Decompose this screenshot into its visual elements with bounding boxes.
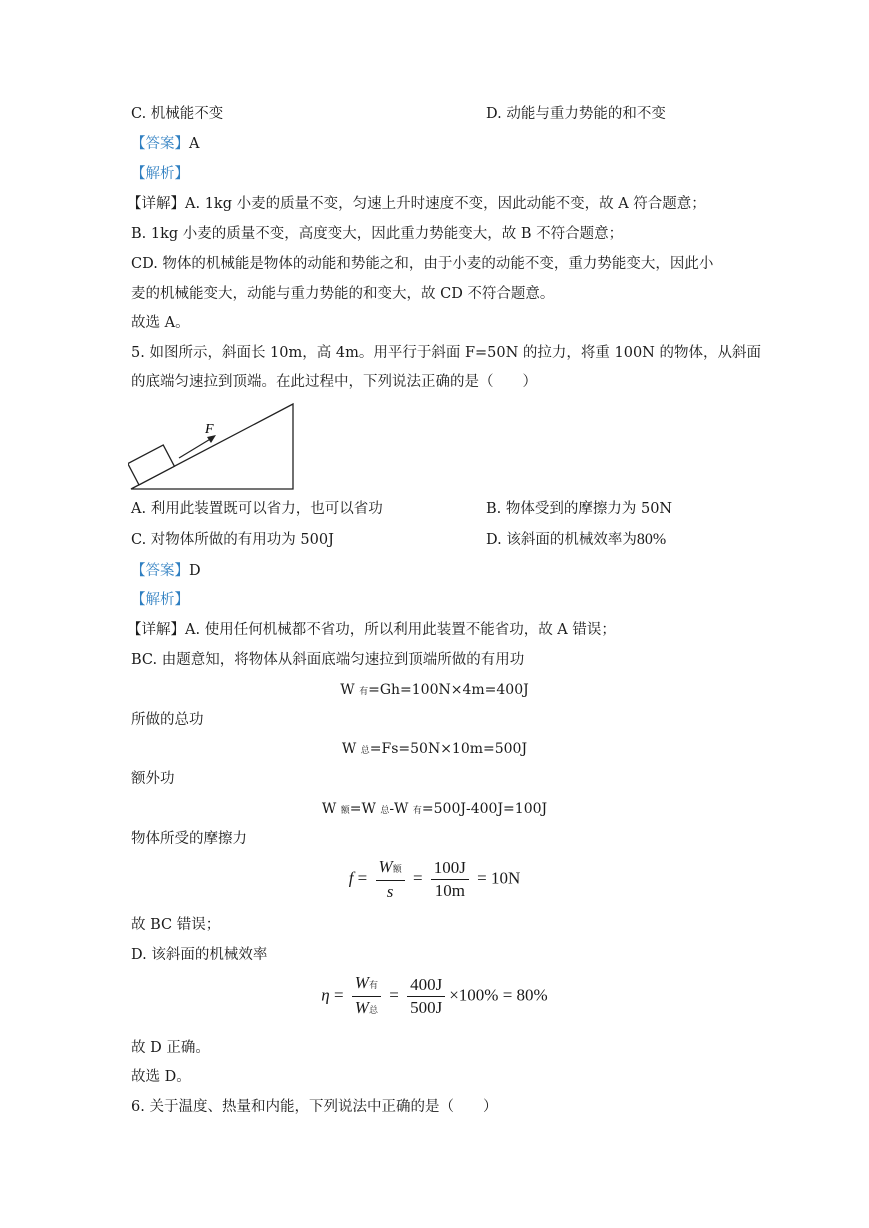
eq-sub: 有 <box>359 687 369 697</box>
detail-tag: 【详解】 <box>127 622 185 638</box>
q5-detail-bc: BC. 由题意知，将物体从斜面底端匀速拉到顶端所做的有用功 <box>131 652 525 668</box>
eq-equals: = <box>389 985 399 1005</box>
eq-w: W <box>341 741 357 757</box>
q4-detail-cd-2: 麦的机械能变大，动能与重力势能的和变大，故 CD 不符合题意。 <box>131 286 555 302</box>
eq-eq: =W <box>349 801 376 817</box>
q4-analysis-tag: 【解析】 <box>131 166 189 182</box>
eq-rest: =500J-400J=100J <box>421 801 548 817</box>
equation-useful-work <box>0 680 869 702</box>
eq-equals: = <box>477 868 487 888</box>
q5-option-c: C. 对物体所做的有用功为 500J <box>131 532 334 548</box>
option-d-text: D. 该斜面的机械效率为 <box>486 532 637 548</box>
q4-detail-cd-1: CD. 物体的机械能是物体的动能和势能之和，由于小麦的动能不变，重力势能变大，因此小 <box>131 256 714 272</box>
fraction-w-over-s <box>376 857 405 902</box>
q5-option-b: B. 物体受到的摩擦力为 50N <box>486 501 673 517</box>
block <box>128 445 174 485</box>
eq-w1: W <box>321 801 337 817</box>
fraction-values <box>407 975 445 1018</box>
equation-extra-work <box>0 799 869 821</box>
q4-option-d: D. 动能与重力势能的和不变 <box>486 106 666 122</box>
q4-conclusion: 故选 A。 <box>131 315 190 331</box>
incline-figure <box>128 400 298 495</box>
eq-equals: = <box>333 985 344 1005</box>
eq-result: 80% <box>516 985 548 1005</box>
eq-minus: -W <box>389 801 409 817</box>
bc-wrong: 故 BC 错误； <box>131 917 221 933</box>
eq-equals: = <box>502 985 513 1005</box>
q4-detail-a <box>127 194 706 214</box>
q5-answer <box>131 561 201 581</box>
eq-w: W <box>340 682 355 698</box>
eq-lhs: η <box>321 985 330 1005</box>
fraction-denominator: 10m <box>434 881 465 900</box>
eq-sub2: 总 <box>380 806 390 816</box>
q4-option-c: C. 机械能不变 <box>131 106 224 122</box>
den-w: W <box>354 998 369 1017</box>
fraction-numerator <box>376 857 405 881</box>
fraction-numerator: 400J <box>407 975 445 997</box>
answer-value: A <box>189 136 200 152</box>
detail-tag: 【详解】 <box>127 196 185 212</box>
num-sub: 额 <box>392 864 402 874</box>
q4-detail-b: B. 1kg 小麦的质量不变，高度变大，因此重力势能变大，故 B 不符合题意； <box>131 226 624 242</box>
fraction-denominator: 500J <box>410 998 443 1017</box>
extra-work-label: 额外功 <box>131 771 175 787</box>
total-work-label: 所做的总功 <box>131 712 204 728</box>
friction-label: 物体所受的摩擦力 <box>131 831 247 847</box>
fraction-numerator: 100J <box>431 858 469 880</box>
eq-equals: = <box>357 868 368 888</box>
eq-sub1: 额 <box>340 806 350 816</box>
q5-detail-d: D. 该斜面的机械效率 <box>131 947 268 963</box>
fraction-w-useful-over-w-total <box>352 973 381 1020</box>
num-sub: 有 <box>368 980 378 990</box>
d-correct: 故 D 正确。 <box>131 1040 210 1056</box>
q6-stem: 6. 关于温度、热量和内能，下列说法中正确的是（ ） <box>131 1099 498 1115</box>
q5-detail-a <box>127 620 616 640</box>
num-w: W <box>378 857 393 876</box>
force-label: F <box>205 422 214 437</box>
equation-total-work <box>0 739 869 761</box>
q5-conclusion: 故选 D。 <box>131 1069 191 1085</box>
num-w: W <box>354 973 369 992</box>
eq-sub: 总 <box>360 746 370 756</box>
equation-efficiency <box>0 973 869 1020</box>
answer-tag: 【答案】 <box>131 563 189 579</box>
q5-option-d <box>486 530 666 550</box>
fraction-numerator <box>352 973 381 997</box>
den-s: s <box>386 882 394 901</box>
eq-equals: = <box>412 868 423 888</box>
answer-tag: 【答案】 <box>131 136 189 152</box>
q5-option-a: A. 利用此装置既可以省力，也可以省功 <box>131 501 383 517</box>
detail-a-text: A. 1kg 小麦的质量不变，匀速上升时速度不变，因此动能不变，故 A 符合题意； <box>185 196 706 212</box>
q5-stem-line-2: 的底端匀速拉到顶端。在此过程中，下列说法正确的是（ ） <box>131 374 537 390</box>
eq-rest: =Gh=100N×4m=400J <box>368 682 529 698</box>
eq-lhs: f <box>348 868 354 888</box>
detail-a-text: A. 使用任何机械都不省功，所以利用此装置不能省功，故 A 错误； <box>185 622 616 638</box>
fraction-values <box>431 858 469 901</box>
eq-sub3: 有 <box>412 806 422 816</box>
fraction-denominator <box>376 881 405 902</box>
answer-value: D <box>189 563 201 579</box>
den-sub: 总 <box>368 1005 378 1015</box>
eq-result: 10N <box>491 868 521 888</box>
eq-rest: =Fs=50N×10m=500J <box>369 741 528 757</box>
equation-friction <box>0 857 869 902</box>
q5-stem-line-1: 5. 如图所示，斜面长 10m，高 4m。用平行于斜面 F=50N 的拉力，将重 100N 的物体，从斜面 <box>131 345 761 361</box>
eq-times: ×100% <box>449 985 499 1005</box>
q5-analysis-tag: 【解析】 <box>131 592 189 608</box>
q4-answer <box>131 134 199 154</box>
option-d-value: 80% <box>636 531 667 548</box>
fraction-denominator <box>352 997 381 1020</box>
